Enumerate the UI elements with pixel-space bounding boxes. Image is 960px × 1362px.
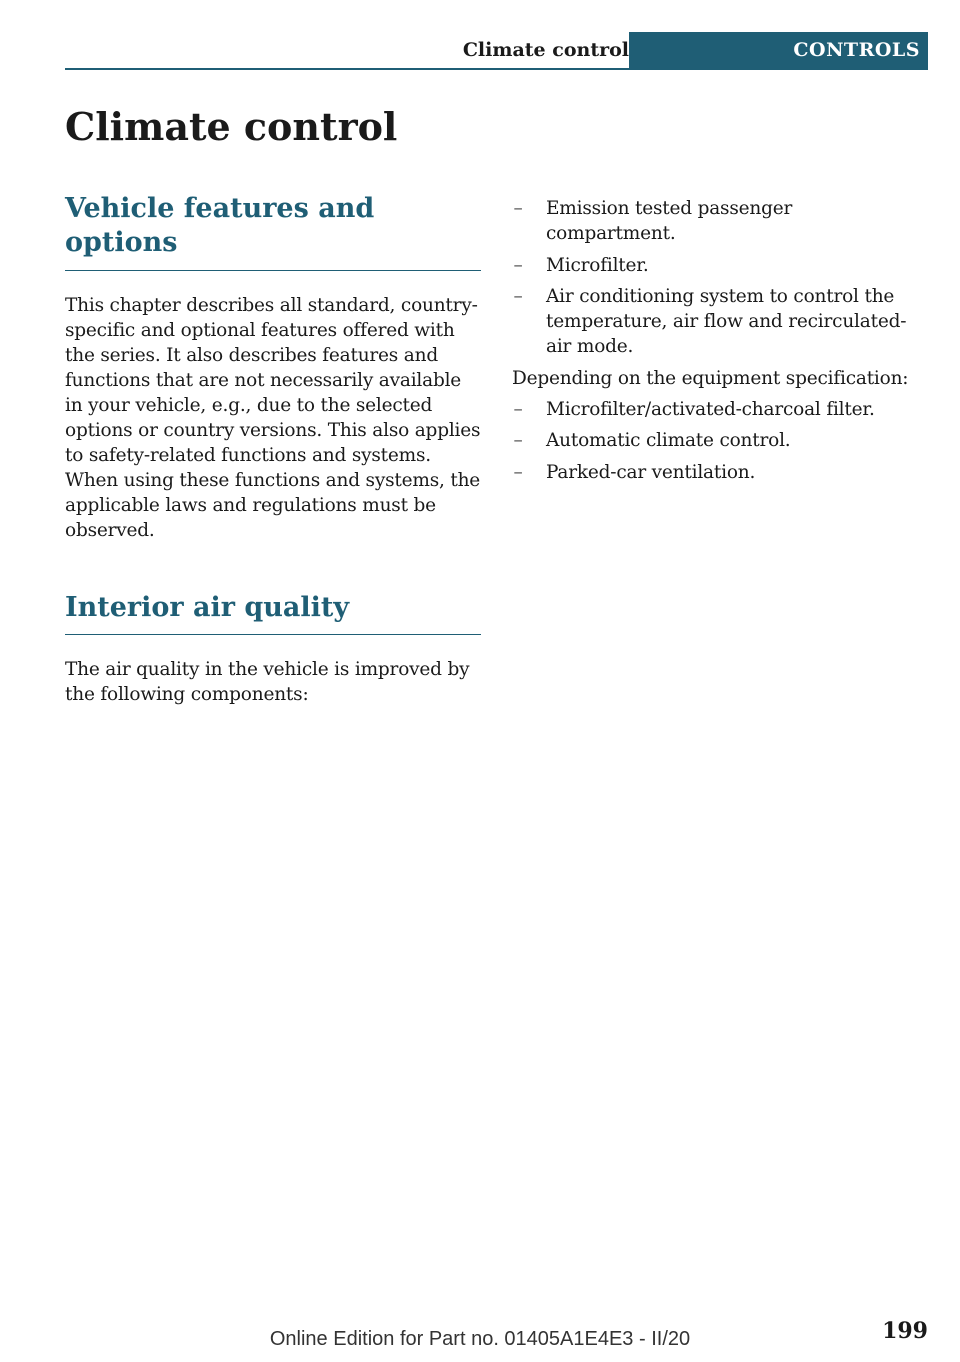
dash-bullet-icon: –	[513, 198, 523, 219]
dash-bullet-icon: –	[513, 254, 523, 276]
section-heading-features: Vehicle features and options	[65, 192, 481, 271]
page-number: 199	[882, 1318, 928, 1344]
header-section-title: Climate control	[462, 39, 629, 61]
list-item	[512, 253, 927, 278]
list-item	[512, 428, 927, 453]
list-item-text: Automatic climate control.	[546, 430, 791, 451]
edition-note: Online Edition for Part no. 01405A1E4E3 - II/20	[269, 1328, 691, 1350]
components-list	[512, 196, 927, 359]
air-quality-paragraph: The air quality in the vehicle is improved by the following components:	[65, 659, 470, 706]
features-paragraph: This chapter describes all standard, country-specific and optional features offered with the series. It also describes features and functions that are not necessarily available in your vehicle, e.g., due to the selected options or country versions. This also applies to safety-related functions and systems. When using these functions and systems, the applicable laws and regulations must be observed.	[65, 294, 481, 541]
page-header	[65, 32, 928, 70]
dash-bullet-icon: –	[513, 461, 523, 483]
list-item-text: Parked-car ventilation.	[546, 461, 756, 483]
page-title: Climate control	[65, 104, 398, 149]
list-item	[512, 284, 927, 359]
list-item-text: Microfilter/activated-charcoal filter.	[546, 398, 875, 420]
dash-bullet-icon: –	[513, 430, 523, 451]
list-item	[512, 460, 927, 485]
right-column	[512, 196, 927, 491]
section-heading-air-quality: Interior air quality	[65, 591, 481, 636]
equipment-list	[512, 397, 927, 485]
list-item-text: Emission tested passenger compartment.	[546, 198, 793, 244]
header-chapter-tab: CONTROLS	[629, 32, 928, 70]
dash-bullet-icon: –	[513, 286, 523, 307]
dash-bullet-icon: –	[513, 398, 523, 420]
equipment-intro: Depending on the equipment specification:	[512, 367, 909, 389]
list-item-text: Air conditioning system to control the temperature, air flow and recirculated-air mode.	[546, 286, 907, 357]
page-footer	[0, 1318, 960, 1362]
left-column	[65, 192, 481, 707]
list-item-text: Microfilter.	[546, 254, 649, 276]
list-item	[512, 397, 927, 422]
list-item	[512, 196, 927, 246]
